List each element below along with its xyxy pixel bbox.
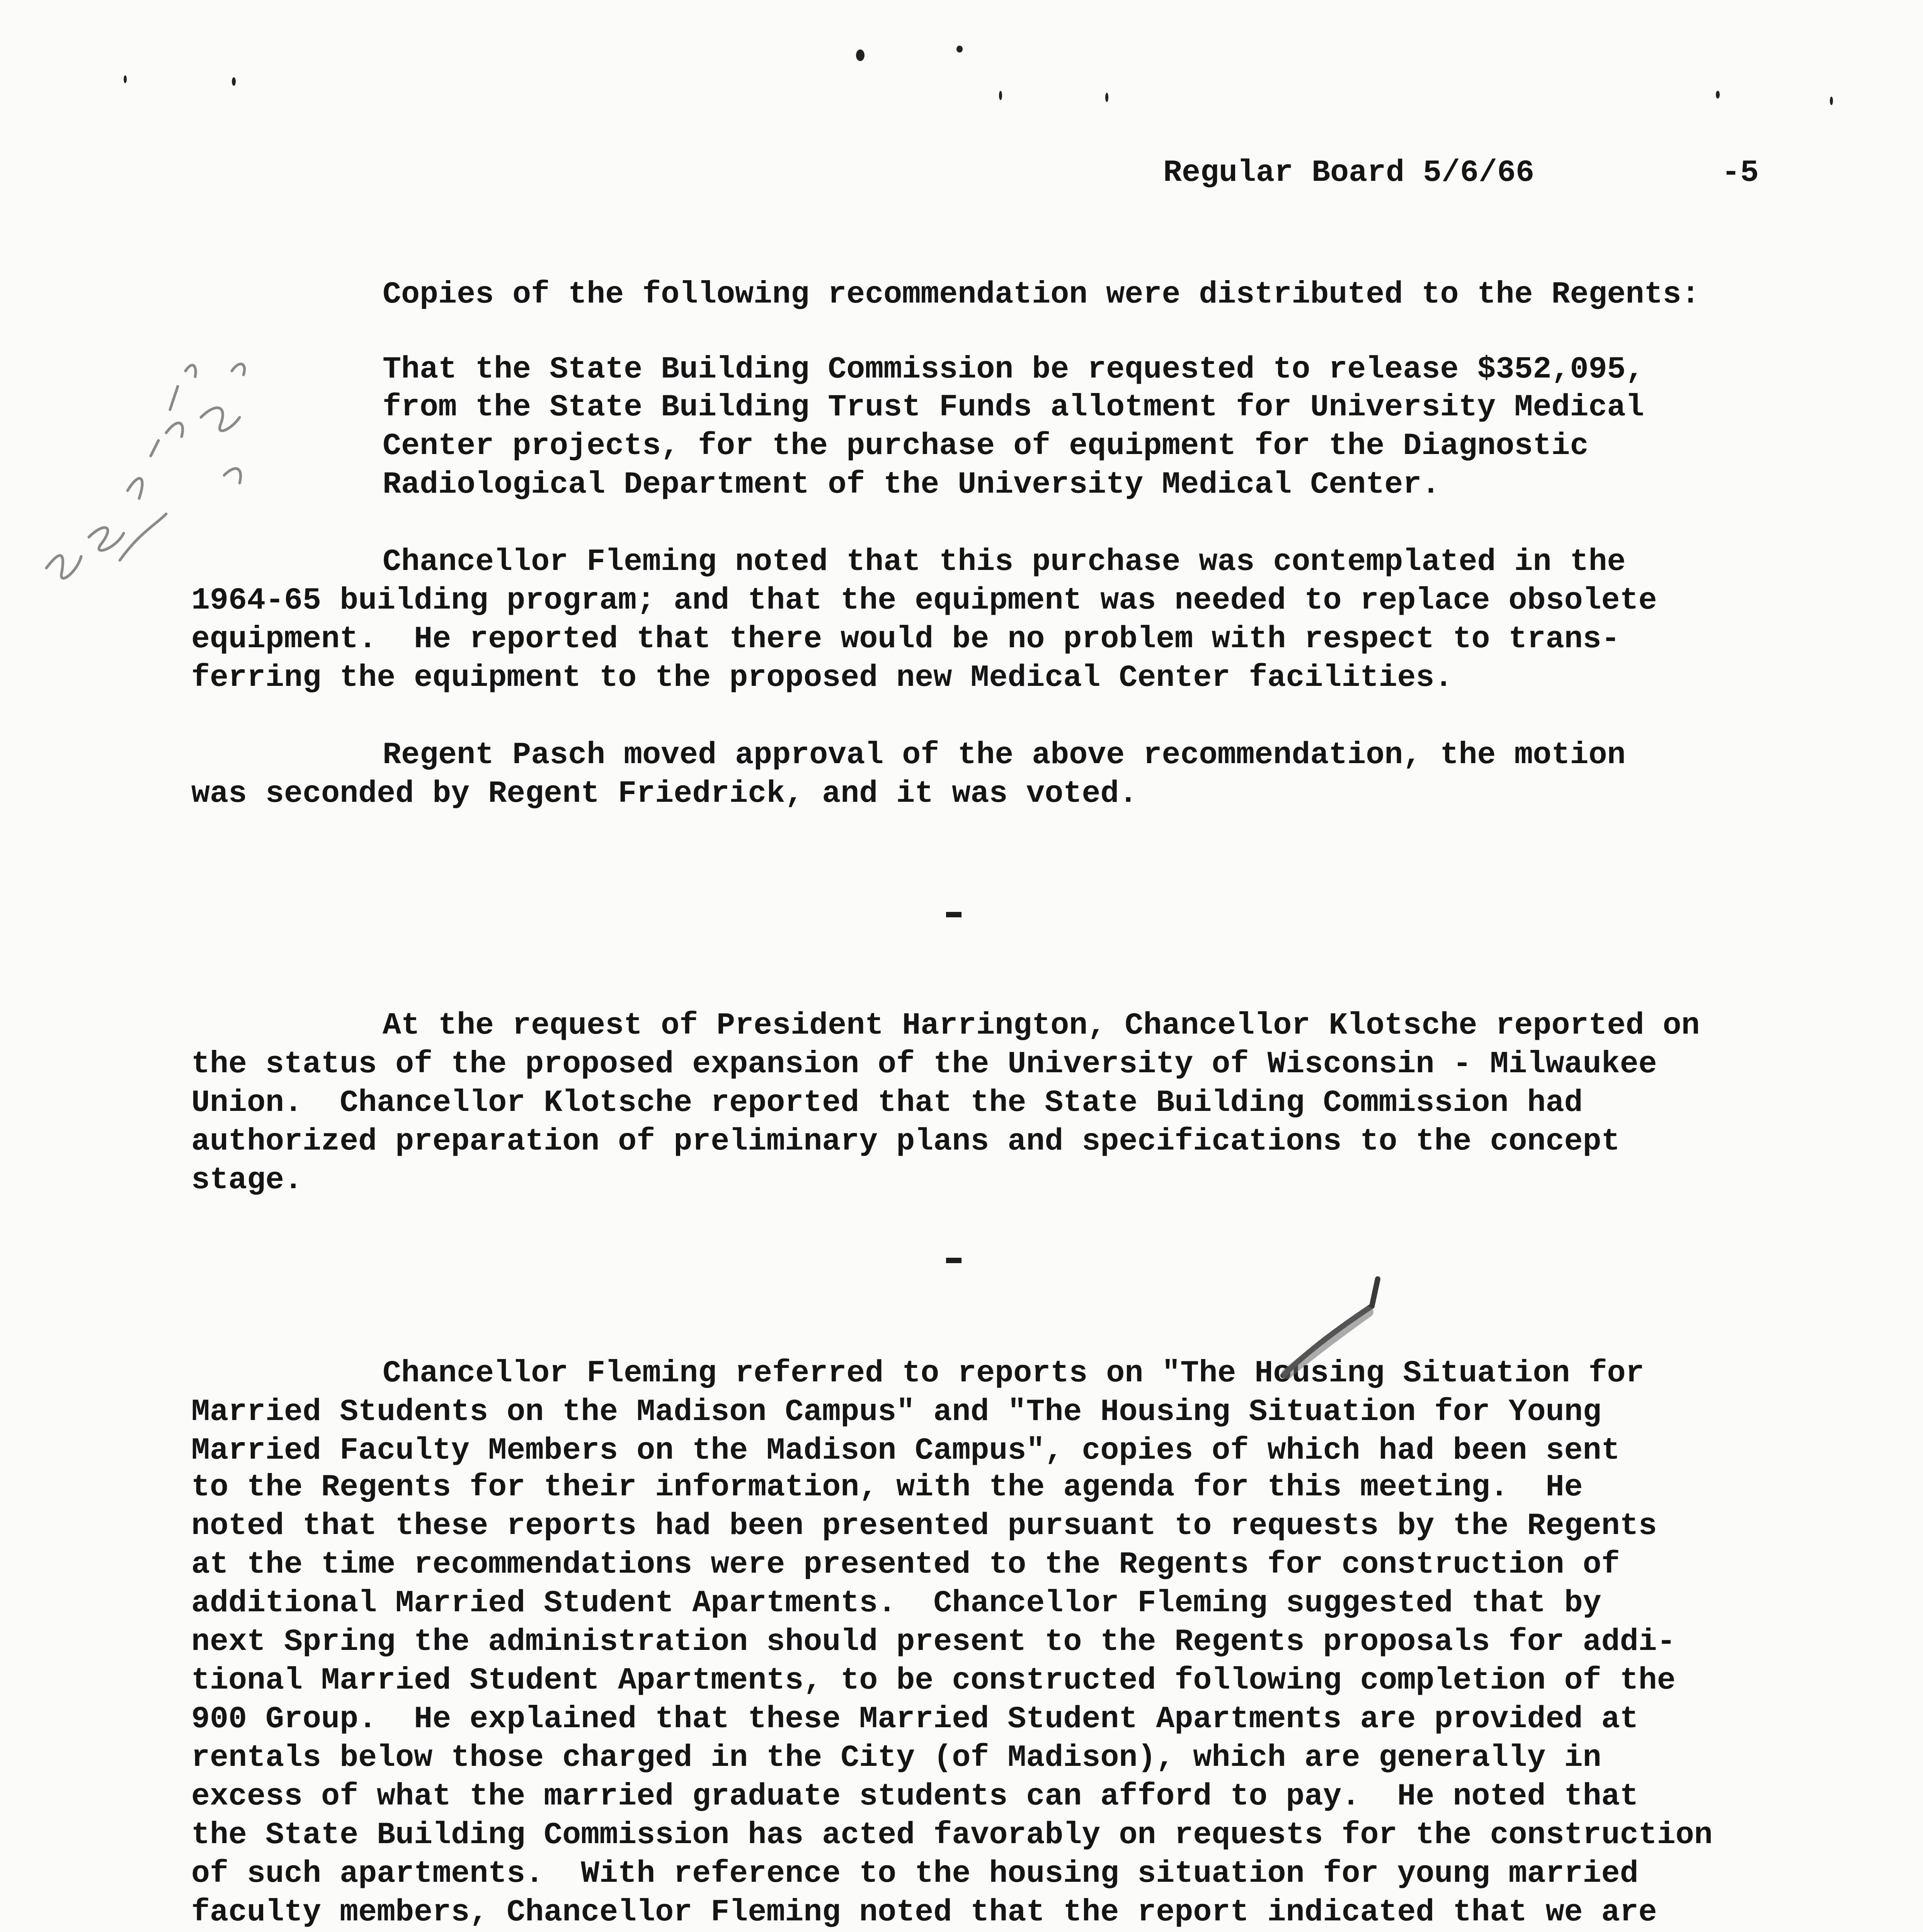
section-divider [946, 912, 962, 917]
recommendation-line: Center projects, for the purchase of equipment for the Diagnostic [383, 429, 1589, 464]
scan-speck [1105, 93, 1108, 102]
paragraph-6-line: faculty members, Chancellor Fleming noted that the report indicated that we are [191, 1895, 1657, 1930]
paragraph-6-line: 900 Group. He explained that these Married Student Apartments are provided at [191, 1702, 1639, 1737]
scan-speck [232, 77, 236, 86]
paragraph-5-line: At the request of President Harrington, Chancellor Klotsche reported on [383, 1008, 1700, 1043]
paragraph-4-line: was seconded by Regent Friedrick, and it was voted. [191, 776, 1138, 811]
paragraph-6-line: additional Married Student Apartments. Chancellor Fleming suggested that by [191, 1586, 1601, 1621]
margin-annotation-scribble [46, 364, 245, 578]
scan-speck [999, 91, 1002, 100]
paragraph-3-line: equipment. He reported that there would be no problem with respect to trans- [191, 622, 1620, 657]
section-divider [946, 1258, 962, 1263]
paragraph-5-line: stage. [191, 1163, 303, 1198]
paragraph-1-line: Copies of the following recommendation were distributed to the Regents: [383, 277, 1700, 312]
paragraph-6-line: Chancellor Fleming referred to reports on "The Housing Situation for [383, 1356, 1644, 1391]
paragraph-6-line: Married Students on the Madison Campus" and "The Housing Situation for Young [191, 1395, 1601, 1430]
recommendation-line: from the State Building Trust Funds allotment for University Medical [383, 390, 1644, 425]
paragraph-6-line: noted that these reports had been presented pursuant to requests by the Regents [191, 1509, 1657, 1544]
paragraph-4-line: Regent Pasch moved approval of the above recommendation, the motion [383, 738, 1626, 773]
paragraph-6-line: of such apartments. With reference to the housing situation for young married [191, 1856, 1639, 1891]
header-title: Regular Board 5/6/66 [1163, 155, 1535, 190]
paragraph-3-line: Chancellor Fleming noted that this purchase was contemplated in the [383, 544, 1626, 580]
scan-speck [1716, 91, 1720, 99]
scan-speck [956, 46, 963, 53]
paragraph-6-line: at the time recommendations were presented to the Regents for construction of [191, 1547, 1620, 1582]
recommendation-line: That the State Building Commission be requested to release $352,095, [383, 352, 1644, 387]
paragraph-6-line: excess of what the married graduate students can afford to pay. He noted that [191, 1779, 1639, 1814]
recommendation-line: Radiological Department of the University Medical Center. [383, 467, 1440, 502]
scan-speck [124, 75, 127, 83]
header-page-ref: -5 [1722, 155, 1759, 190]
paragraph-3-line: 1964-65 building program; and that the equipment was needed to replace obsolete [191, 583, 1657, 618]
paragraph-6-line: rentals below those charged in the City (of Madison), which are generally in [191, 1740, 1601, 1776]
paragraph-6-line: tional Married Student Apartments, to be constructed following completion of the [191, 1663, 1676, 1698]
paragraph-5-line: the status of the proposed expansion of the University of Wisconsin - Milwaukee [191, 1047, 1657, 1082]
scan-speck [856, 49, 864, 61]
paragraph-6-line: next Spring the administration should present to the Regents proposals for addi- [191, 1624, 1676, 1660]
paragraph-6-line: the State Building Commission has acted favorably on requests for the construction [191, 1818, 1713, 1853]
paragraph-6-line: to the Regents for their information, with the agenda for this meeting. He [191, 1470, 1583, 1505]
paragraph-6-line: Married Faculty Members on the Madison Campus", copies of which had been sent [191, 1433, 1620, 1468]
paragraph-5-line: Union. Chancellor Klotsche reported that the State Building Commission had [191, 1085, 1583, 1121]
scan-speck [1830, 97, 1833, 105]
paragraph-3-line: ferring the equipment to the proposed new Medical Center facilities. [191, 660, 1453, 696]
paragraph-5-line: authorized preparation of preliminary plans and specifications to the concept [191, 1124, 1620, 1159]
